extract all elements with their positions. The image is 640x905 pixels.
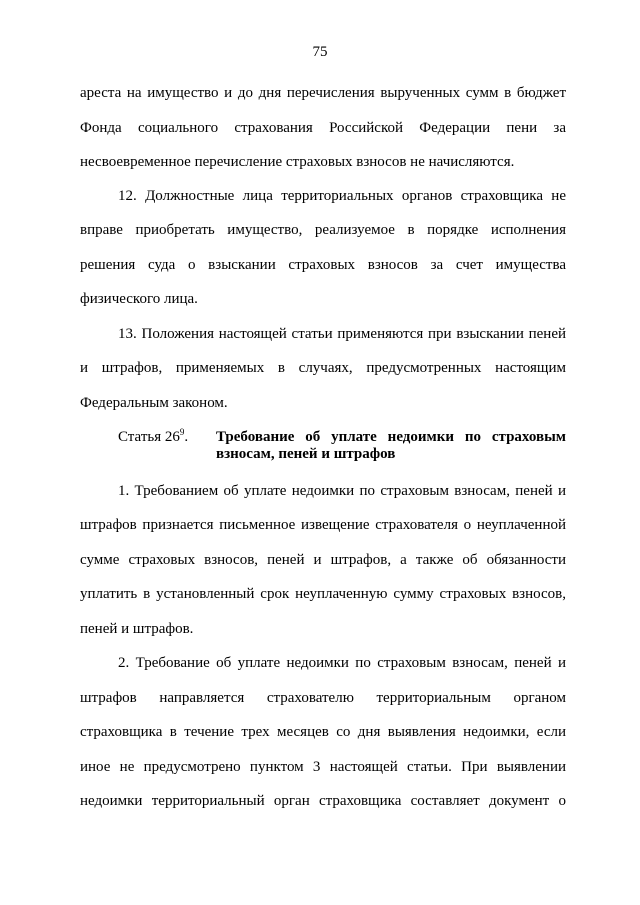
text-line: страховщика в течение трех месяцев со дня выявления недоимки, если bbox=[80, 724, 566, 740]
article-title-line-2: взносам, пеней и штрафов bbox=[216, 446, 396, 462]
paragraph-13-first-line: 13. Положения настоящей статьи применяются при взыскании пеней bbox=[118, 326, 566, 342]
text-line: Федеральным законом. bbox=[80, 395, 228, 411]
text-line: решения суда о взыскании страховых взносов за счет имущества bbox=[80, 257, 566, 273]
text-line: штрафов направляется страхователю территориальным органом bbox=[80, 690, 566, 706]
text-line: ареста на имущество и до дня перечисления вырученных сумм в бюджет bbox=[80, 85, 566, 101]
text-line: несвоевременное перечисление страховых взносов не начисляются. bbox=[80, 154, 515, 170]
text-line: уплатить в установленный срок неуплаченную сумму страховых взносов, bbox=[80, 586, 566, 602]
text-line: сумме страховых взносов, пеней и штрафов, а также об обязанности bbox=[80, 552, 566, 568]
page-number: 75 bbox=[312, 44, 328, 60]
paragraph-2-first-line: 2. Требование об уплате недоимки по страховым взносам, пеней и bbox=[118, 655, 566, 671]
text-line: недоимки территориальный орган страховщика составляет документ о bbox=[80, 793, 566, 809]
text-line: и штрафов, применяемых в случаях, предусмотренных настоящим bbox=[80, 360, 566, 376]
text-line: пеней и штрафов. bbox=[80, 621, 194, 637]
text-line: Фонда социального страхования Российской Федерации пени за bbox=[80, 120, 566, 136]
article-title-line-1: Требование об уплате недоимки по страховым bbox=[216, 429, 566, 445]
paragraph-1-first-line: 1. Требованием об уплате недоимки по страховым взносам, пеней и bbox=[118, 483, 566, 499]
text-line: физического лица. bbox=[80, 291, 198, 307]
text-line: штрафов признается письменное извещение страхователя о неуплаченной bbox=[80, 517, 566, 533]
text-line: иное не предусмотрено пунктом 3 настоящей статьи. При выявлении bbox=[80, 759, 566, 775]
article-number: Статья $26^9$. bbox=[118, 427, 189, 445]
paragraph-12-first-line: 12. Должностные лица территориальных органов страховщика не bbox=[118, 188, 566, 204]
text-line: вправе приобретать имущество, реализуемое в порядке исполнения bbox=[80, 222, 566, 238]
